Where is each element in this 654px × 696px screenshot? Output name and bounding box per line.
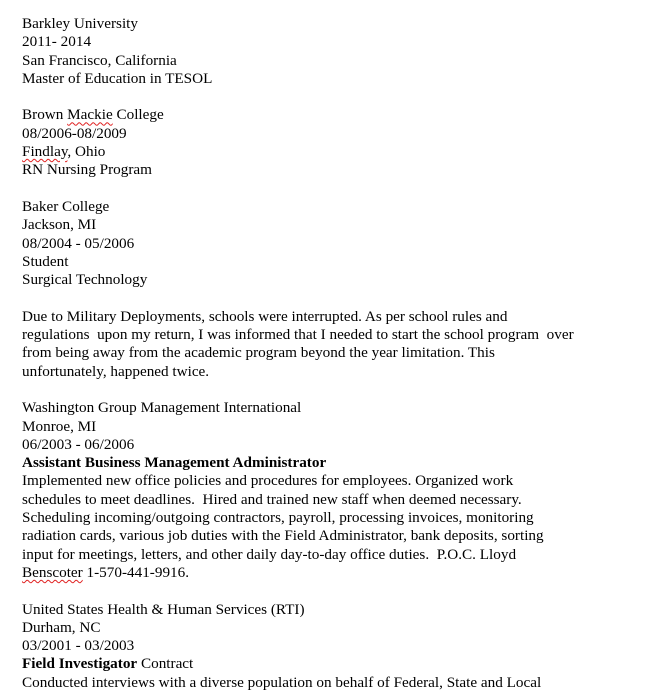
job-description-line: Implemented new office policies and procedures for employees. Organized work [22, 472, 514, 490]
note-line: unfortunately, happened twice. [22, 362, 210, 380]
school-status: Student [22, 252, 69, 270]
location-part: , Ohio [67, 143, 106, 161]
employment-dates: 03/2001 - 03/2003 [22, 637, 135, 655]
employer-name: Washington Group Management International [22, 399, 302, 417]
job-title-bold: Field Investigator [22, 655, 138, 673]
note-line: regulations upon my return, I was informed that I needed to start the school program over [22, 326, 574, 344]
school-location: Jackson, MI [22, 216, 97, 234]
job-title [22, 655, 642, 673]
school-name: Barkley University [22, 15, 138, 32]
poc-line [22, 564, 642, 582]
school-program: Surgical Technology [22, 271, 148, 289]
job-description-line: Scheduling incoming/outgoing contractors, payroll, processing invoices, monitoring [22, 509, 534, 527]
school-location: San Francisco, California [22, 51, 177, 69]
spellcheck-flagged-word[interactable]: Benscoter [22, 563, 83, 581]
resume-document [22, 15, 642, 692]
employer-location: Monroe, MI [22, 417, 97, 435]
spellcheck-flagged-word[interactable]: Findlay [22, 143, 68, 161]
school-program: Master of Education in TESOL [22, 69, 213, 87]
job-description-line: schedules to meet deadlines. Hired and trained new staff when deemed necessary. [22, 490, 522, 508]
job-description-line: radiation cards, various job duties with the Field Administrator, bank deposits, sorting [22, 527, 544, 545]
job-description-line: input for meetings, letters, and other daily day-to-day office duties. P.O.C. Lloyd [22, 545, 517, 563]
school-program: RN Nursing Program [22, 161, 152, 179]
note-line: from being away from the academic program beyond the year limitation. This [22, 344, 495, 362]
school-name-part: College [112, 106, 164, 124]
poc-phone: 1-570-441-9916. [82, 563, 190, 581]
school-dates: 08/2004 - 05/2006 [22, 234, 135, 252]
school-name-part: Brown [22, 106, 68, 124]
job-title: Assistant Business Management Administrator [22, 454, 327, 472]
employer-location: Durham, NC [22, 618, 101, 636]
school-dates: 08/2006-08/2009 [22, 124, 127, 142]
job-description-line: Conducted interviews with a diverse population on behalf of Federal, State and Local [22, 673, 542, 691]
school-location [22, 143, 642, 161]
employer-name: United States Health & Human Services (RTI) [22, 600, 305, 618]
spellcheck-flagged-word[interactable]: Mackie [67, 106, 113, 124]
school-name [22, 106, 642, 124]
school-name: Baker College [22, 197, 110, 215]
job-title-suffix: Contract [137, 655, 194, 673]
school-dates: 2011- 2014 [22, 33, 92, 51]
note-line: Due to Military Deployments, schools were interrupted. As per school rules and [22, 307, 508, 325]
employment-dates: 06/2003 - 06/2006 [22, 435, 135, 453]
